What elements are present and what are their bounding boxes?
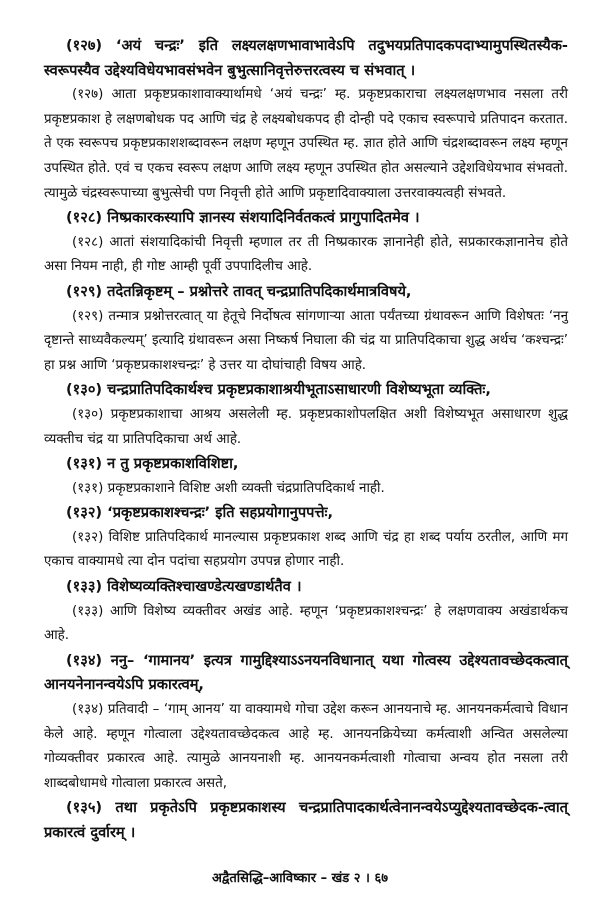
sutra-paragraph: (१३०) चन्द्रप्रातिपदिकार्थश्च प्रकृष्टप्रकाशाश्रयीभूताऽसाधारणी विशेष्यभूता व्यक्तिः,	[66, 381, 491, 399]
commentary-paragraph: (१३३) आणि विशेष्य व्यक्तीवर अखंड आहे. म्हणून ‘प्रकृष्टप्रकाशश्चन्द्रः’ हे लक्षणवाक्य अखंडार्थकच आहे.	[44, 603, 568, 644]
commentary-paragraph: (१३०) प्रकृष्टप्रकाशाचा आश्रय असलेली म्ह. प्रकृष्टप्रकाशोपलक्षित अशी विशेष्यभूत असाधारण शुद्ध व्यक्तीच चंद्र या प्रातिपदिकाचा अर्थ आहे.	[44, 406, 568, 447]
text-body	[44, 34, 568, 846]
sutra-paragraph: (१३३) विशेष्यव्यक्तिश्चाखण्डेत्यखण्डार्थतैव ।	[66, 578, 302, 596]
page-footer: अद्वैतसिद्धि–आविष्कार – खंड २ । ६७	[211, 871, 389, 886]
sutra-paragraph: (१२९) तदेतन्निकृष्टम् – प्रश्नोत्तरे तावत् चन्द्रप्रातिपदिकार्थमात्रविषये,	[66, 282, 412, 300]
commentary-paragraph: (१३४) प्रतिवादी – ‘गाम् आनय’ या वाक्यामधे गोचा उद्देश करून आनयनाचे म्ह. आनयनकर्मत्वाचे विधान केले आहे. म्हणून गोत्वाला उद्देश्यतावच्छेदकत्व आहे म्ह. आनयनक्रियेच्या कर्मत्वाशी अन्वित असलेल्या गोव्यक्तीवर प्रकारत्व आहे. त्यामुळे आनयनाशी म्ह. आनयनकर्मत्वाशी गोत्वाचा अन्वय होत नसला तरी शाब्दबोधामधे गोत्वाला प्रकारत्व असते,	[44, 702, 568, 791]
sutra-paragraph: (१३१) न तु प्रकृष्टप्रकाशविशिष्टा,	[66, 455, 239, 473]
sutra-paragraph: (१२७) ‘अयं चन्द्रः’ इति लक्ष्यलक्षणभावाभावेऽपि तदुभयप्रतिपादकपदाभ्यामुपस्थितस्यैक-स्वरूपस्यैव उद्देश्यविधेयभावसंभवेन बुभुत्सानिवृत्तेरुत्तरत्वस्य च संभवात् ।	[44, 37, 568, 79]
commentary-paragraph: (१३१) प्रकृष्टप्रकाशाने विशिष्ट अशी व्यक्ती चंद्रप्रातिपदिकार्थ नाही.	[72, 480, 385, 496]
commentary-paragraph: (१२८) आतां संशयादिकांची निवृत्ती म्हणाल तर ती निष्प्रकारक ज्ञानानेही होते, सप्रकारकज्ञानानेच होते असा नियम नाही, ही गोष्ट आम्ही पूर्वी उपपादिलीच आहे.	[44, 234, 568, 275]
commentary-paragraph: (१३२) विशिष्ट प्रातिपदिकार्थ मानल्यास प्रकृष्टप्रकाश शब्द आणि चंद्र हा शब्द पर्याय ठरतील, आणि मग एकाच वाक्यामधे त्या दोन पदांचा सहप्रयोग उपपन्न होणार नाही.	[44, 529, 568, 570]
commentary-paragraph: (१२९) तन्मात्र प्रश्नोत्तरत्वात् या हेतूचे निर्दोषत्व सांगणाऱ्या आता पर्यंतच्या ग्रंथावरून आणि विशेषतः ‘ननु दृष्टान्ते साध्यवैकल्यम्’ इत्यादि ग्रंथावरून असा निष्कर्ष निघाला की चंद्र या प्रातिपदिकाचा शुद्ध अर्थच ‘कश्चन्द्रः’ हा प्रश्न आणि ‘प्रकृष्टप्रकाशश्चन्द्रः’ हे उत्तर या दोघांचाही विषय आहे.	[44, 308, 568, 373]
sutra-paragraph: (१३५) तथा प्रकृतेऽपि प्रकृष्टप्रकाशस्य चन्द्रप्रातिपादकार्थत्वेनानन्वयेऽप्युद्देश्यतावच्छेदक-त्वात् प्रकारत्वं दुर्वारम् ।	[44, 799, 568, 841]
sutra-paragraph: (१३२) ‘प्रकृष्टप्रकाशश्चन्द्रः’ इति सहप्रयोगानुपपत्तेः,	[66, 504, 334, 522]
sutra-paragraph: (१२८) निष्प्रकारकस्यापि ज्ञानस्य संशयादिनिर्वतकत्वं प्रागुपादितमेव ।	[66, 209, 420, 227]
commentary-paragraph: (१२७) आता प्रकृष्टप्रकाशावाक्यार्थामधे ‘अयं चन्द्रः’ म्ह. प्रकृष्टप्रकाराचा लक्ष्यलक्षणभाव नसला तरी प्रकृष्टप्रकाश हे लक्षणबोधक पद आणि चंद्र हे लक्ष्यबोधकपद ही दोन्ही पदे एकाच स्वरूपाचे प्रतिपादन करतात. ते एक स्वरूपच प्रकृष्टप्रकाशशब्दावरून लक्षण म्हणून उपस्थित म्ह. ज्ञात होते आणि चंद्रशब्दावरून लक्ष्य म्हणून उपस्थित होते. एवं च एकच स्वरूप लक्षण आणि लक्ष्य म्हणून उपस्थित होत असल्याने उद्देशविधेयभाव संभवतो. त्यामुळे चंद्रस्वरूपाच्या बुभुत्सेची पण निवृत्ती होते आणि प्रकृष्टादिवाक्याला उत्तरवाक्यत्वही संभवते.	[44, 87, 568, 201]
sutra-paragraph: (१३४) ननु– ‘गामानय’ इत्यत्र गामुद्दिश्याऽऽनयनविधानात् यथा गोत्वस्य उद्देश्यतावच्छेदकत्वात् आनयनेनानन्वयेऽपि प्रकारत्वम्,	[44, 651, 568, 694]
